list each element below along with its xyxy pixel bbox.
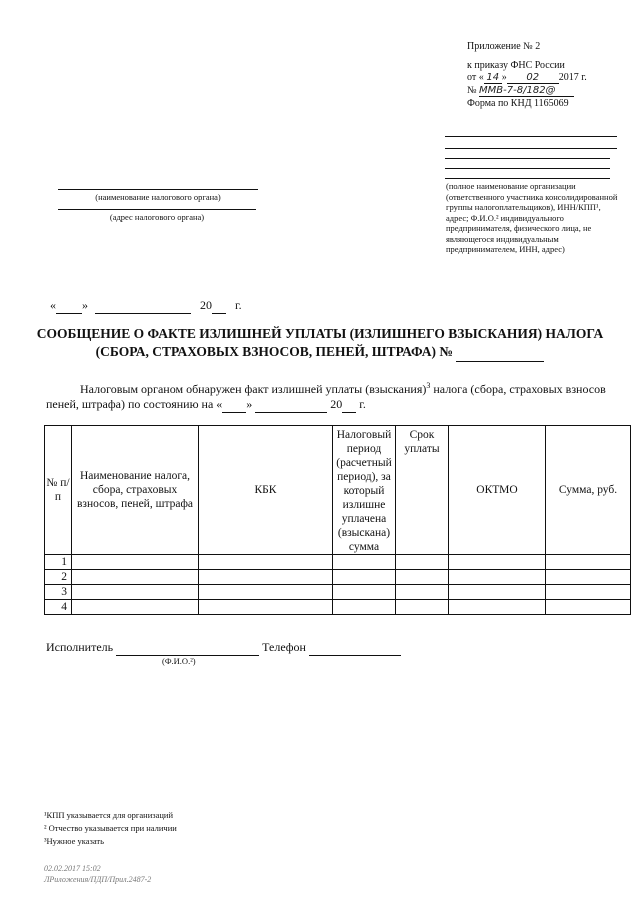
footnote-2: ² Отчество указывается при наличии — [44, 823, 177, 833]
document-title-line2-text: (СБОРА, СТРАХОВЫХ ВЗНОСОВ, ПЕНЕЙ, ШТРАФА) № — [95, 344, 453, 359]
form-code: Форма по КНД 1165069 — [467, 98, 569, 109]
date-day-blank — [56, 298, 82, 314]
body-text-b: налога (сбора, страховых взносов — [433, 382, 606, 396]
cell-kbk[interactable] — [199, 555, 333, 570]
phone-blank[interactable] — [309, 640, 401, 656]
recipient-line-1 — [445, 136, 617, 137]
document-title-line2 — [20, 343, 620, 362]
header-number: № п/п — [45, 426, 72, 555]
appendix-label: Приложение № 2 — [467, 41, 541, 52]
date-year-text: 20 — [200, 298, 212, 312]
header-kbk: КБК — [199, 426, 333, 555]
cell-due-date[interactable] — [396, 555, 449, 570]
date-year: 2017 г. — [558, 72, 587, 83]
document-date — [50, 298, 242, 314]
cell-kbk[interactable] — [199, 585, 333, 600]
table-row — [45, 570, 631, 585]
cell-kbk[interactable] — [199, 600, 333, 615]
table-row — [45, 600, 631, 615]
recipient-line-5 — [445, 178, 610, 179]
print-stamp-date: 02.02.2017 15:02 — [44, 864, 101, 873]
date-open-quote: « — [50, 298, 56, 312]
cell-kbk[interactable] — [199, 570, 333, 585]
table-row — [45, 555, 631, 570]
date-day: 14 — [484, 72, 502, 84]
body-day-blank — [222, 397, 246, 413]
executor-line — [46, 640, 401, 656]
header-oktmo: ОКТМО — [449, 426, 546, 555]
date-mid: » — [501, 72, 507, 83]
tax-authority-address-label: (адрес налогового органа) — [109, 212, 205, 222]
footnote-3: ³Нужное указать — [44, 836, 105, 846]
date-close-quote: » — [82, 298, 88, 312]
cell-oktmo[interactable] — [449, 585, 546, 600]
header-due-date: Срок уплаты — [396, 426, 449, 555]
cell-amount[interactable] — [546, 600, 631, 615]
document-number-blank — [456, 343, 544, 362]
tax-authority-name-line — [58, 189, 258, 190]
body-line1 — [80, 381, 606, 397]
row-number: 1 — [45, 555, 72, 570]
body-line2 — [46, 397, 366, 413]
cell-period[interactable] — [333, 600, 396, 615]
date-month: 02 — [507, 72, 559, 84]
row-number: 4 — [45, 600, 72, 615]
print-stamp-path: ЛРиложения/ПДП/Прил.2487-2 — [44, 875, 152, 884]
table-header-row — [45, 426, 631, 555]
cell-due-date[interactable] — [396, 585, 449, 600]
document-title-line1: СООБЩЕНИЕ О ФАКТЕ ИЗЛИШНЕЙ УПЛАТЫ (ИЗЛИШНЕГО ВЗЫСКАНИЯ) НАЛОГА — [36, 326, 604, 341]
body-month-blank — [255, 397, 327, 413]
tax-authority-address-line — [58, 209, 256, 210]
header-tax-period: Налоговый период (расчетный период), за который излишне уплачена (взыскана) сумма — [333, 426, 396, 555]
tax-authority-name-label: (наименование налогового органа) — [95, 192, 221, 202]
recipient-note: (полное наименование организации (ответственного участника консолидированной группы налогоплательщиков), ИНН/КПП¹, адрес; Ф.И.О.² индивидуального предпринимателя, физического лица, не являющегося индивидуальным предпринимателем, ИНН, адрес) — [446, 181, 618, 254]
cell-tax-name[interactable] — [72, 585, 199, 600]
header-tax-name: Наименование налога, сбора, страховых взносов, пеней, штрафа — [72, 426, 199, 555]
recipient-line-2 — [445, 148, 617, 149]
overpayment-table — [44, 425, 631, 615]
date-year-blank — [212, 298, 226, 314]
fio-label: (Ф.И.О.²) — [162, 656, 196, 666]
cell-amount[interactable] — [546, 555, 631, 570]
recipient-line-3 — [445, 158, 610, 159]
number-prefix: № — [467, 85, 477, 96]
number-value: ММВ-7-8/182@ — [479, 85, 574, 97]
footnote-ref-3: 3 — [426, 381, 431, 390]
cell-oktmo[interactable] — [449, 570, 546, 585]
cell-oktmo[interactable] — [449, 600, 546, 615]
body-text-c: пеней, штрафа) по состоянию на « — [46, 397, 223, 411]
cell-due-date[interactable] — [396, 600, 449, 615]
recipient-line-4 — [445, 168, 610, 169]
date-month-blank — [95, 298, 191, 314]
cell-due-date[interactable] — [396, 570, 449, 585]
order-date — [467, 72, 587, 84]
body-text-a: Налоговым органом обнаружен факт излишней уплаты (взыскания) — [80, 382, 427, 396]
cell-period[interactable] — [333, 555, 396, 570]
executor-blank[interactable] — [116, 640, 259, 656]
body-year-blank — [342, 397, 356, 413]
order-reference: к приказу ФНС России — [467, 60, 565, 71]
cell-oktmo[interactable] — [449, 555, 546, 570]
body-text-f: г. — [359, 397, 366, 411]
order-number — [467, 85, 574, 97]
footnote-1: ¹КПП указывается для организаций — [44, 810, 174, 820]
cell-period[interactable] — [333, 570, 396, 585]
cell-tax-name[interactable] — [72, 600, 199, 615]
cell-tax-name[interactable] — [72, 570, 199, 585]
cell-amount[interactable] — [546, 570, 631, 585]
body-text-e: 20 — [330, 397, 343, 411]
header-amount: Сумма, руб. — [546, 426, 631, 555]
cell-amount[interactable] — [546, 585, 631, 600]
date-year-suffix: г. — [235, 298, 242, 312]
body-text-d: » — [246, 397, 253, 411]
cell-tax-name[interactable] — [72, 555, 199, 570]
cell-period[interactable] — [333, 585, 396, 600]
table-row — [45, 585, 631, 600]
phone-label: Телефон — [262, 640, 306, 654]
date-prefix: от « — [467, 72, 484, 83]
row-number: 2 — [45, 570, 72, 585]
row-number: 3 — [45, 585, 72, 600]
executor-label: Исполнитель — [46, 640, 114, 654]
